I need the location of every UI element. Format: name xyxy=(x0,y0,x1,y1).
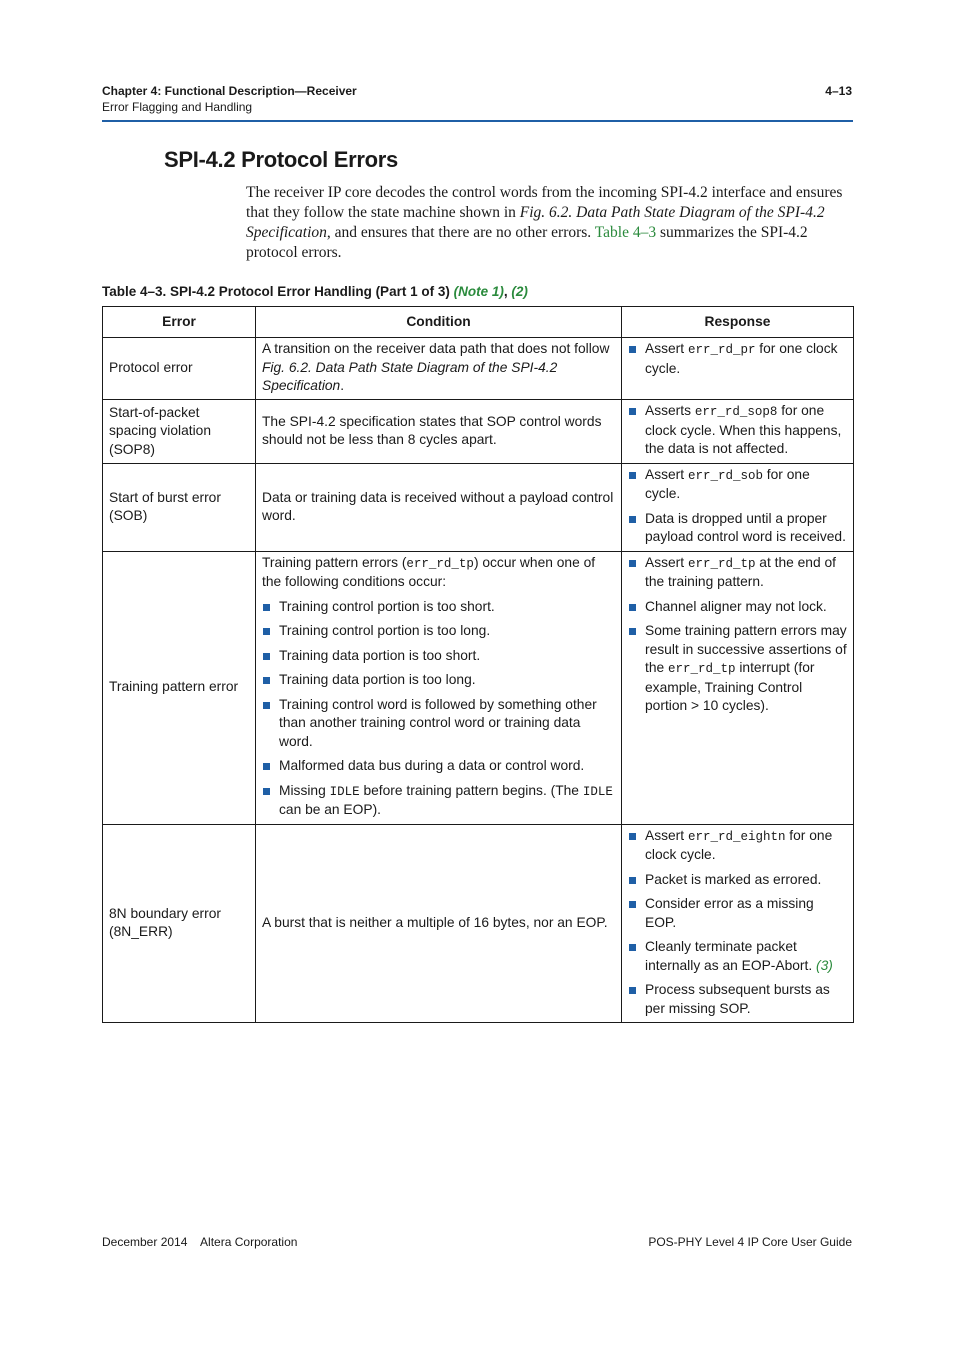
error-cell: 8N boundary error (8N_ERR) xyxy=(103,824,256,1023)
condition-cell: The SPI-4.2 specification states that SOP control words should not be less than 8 cycles apart. xyxy=(256,400,622,464)
response-list xyxy=(628,466,847,547)
response-text: at the end of the training pattern. xyxy=(645,554,836,589)
condition-cell xyxy=(256,338,622,400)
list-item xyxy=(628,622,847,716)
response-text: Data is dropped until a proper payload control word is received. xyxy=(645,510,846,544)
response-text: Packet is marked as errored. xyxy=(645,871,822,887)
condition-text-end: . xyxy=(340,378,345,393)
response-list xyxy=(628,402,847,459)
list-item xyxy=(628,340,847,378)
list-item xyxy=(628,895,847,932)
condition-text: can be an EOP). xyxy=(279,802,382,817)
response-text: Cleanly terminate packet internally as an EOP-Abort. xyxy=(645,939,817,973)
signal-name: IDLE xyxy=(329,784,360,799)
condition-text: ) occur when one of the following conditions occur: xyxy=(262,554,596,589)
response-text: interrupt (for example, Training Control portion > 10 cycles). xyxy=(645,660,815,713)
table-row xyxy=(103,338,854,400)
list-item: Training control word is followed by something other than another training control word or training data word. xyxy=(262,696,615,752)
protocol-error-table xyxy=(102,306,854,1023)
table-caption-separator: , xyxy=(503,284,512,299)
response-text: Assert xyxy=(645,466,688,482)
condition-intro xyxy=(262,554,615,592)
section-title: SPI-4.2 Protocol Errors xyxy=(164,147,398,172)
response-cell xyxy=(622,824,854,1023)
column-header-condition: Condition xyxy=(256,307,622,338)
signal-name: IDLE xyxy=(582,784,613,799)
list-item xyxy=(262,782,615,820)
header-rule xyxy=(102,120,853,122)
table-note-1-link[interactable]: (Note 1) xyxy=(453,284,504,299)
table-note-2-link[interactable]: (2) xyxy=(511,284,528,299)
table-header-row xyxy=(103,307,854,338)
response-text: Channel aligner may not lock. xyxy=(645,598,827,614)
response-text: for one clock cycle. When this happens, the data is not affected. xyxy=(645,403,842,456)
list-item: Training control portion is too short. xyxy=(262,598,615,617)
response-text: Asserts xyxy=(645,403,695,418)
response-list xyxy=(628,340,847,378)
condition-text: A transition on the receiver data path that does not follow xyxy=(262,341,610,356)
response-cell xyxy=(622,463,854,551)
response-list xyxy=(628,827,847,1019)
response-list xyxy=(628,554,847,716)
condition-text: Training pattern errors ( xyxy=(262,554,407,570)
running-header-chapter: Chapter 4: Functional Description—Receiver xyxy=(102,84,357,98)
list-item xyxy=(628,598,847,617)
list-item: Training control portion is too long. xyxy=(262,622,615,641)
intro-text-1: The receiver IP core decodes the control words from the incoming SPI-4.2 interface and ensures that they follow the state machine shown in xyxy=(246,184,843,221)
list-item: Training data portion is too short. xyxy=(262,647,615,666)
list-item xyxy=(628,981,847,1018)
list-item xyxy=(628,938,847,975)
error-cell: Start-of-packet spacing violation (SOP8) xyxy=(103,400,256,464)
condition-text: Missing xyxy=(279,782,330,798)
error-cell: Protocol error xyxy=(103,338,256,400)
signal-name: err_rd_tp xyxy=(687,556,756,571)
signal-name: err_rd_tp xyxy=(668,662,736,676)
table-cross-reference-link[interactable]: Table 4–3 xyxy=(594,224,657,241)
response-text: Assert xyxy=(645,827,688,843)
table-note-3-link[interactable]: (3) xyxy=(816,957,833,973)
footer-document-title: POS-PHY Level 4 IP Core User Guide xyxy=(648,1235,852,1249)
intro-text-3: summarizes the SPI-4.2 protocol errors. xyxy=(246,224,808,261)
list-item xyxy=(628,554,847,592)
response-cell xyxy=(622,338,854,400)
list-item xyxy=(628,402,847,459)
table-caption xyxy=(102,284,528,299)
signal-name: err_rd_eightn xyxy=(687,829,786,844)
list-item xyxy=(628,510,847,547)
list-item xyxy=(628,827,847,865)
list-item xyxy=(628,466,847,504)
list-item xyxy=(628,871,847,890)
signal-name: err_rd_sop8 xyxy=(694,405,778,419)
page-number: 4–13 xyxy=(825,84,852,98)
condition-cell xyxy=(256,551,622,824)
table-row xyxy=(103,551,854,824)
intro-paragraph xyxy=(246,183,854,263)
column-header-error: Error xyxy=(103,307,256,338)
table-row xyxy=(103,463,854,551)
condition-cell: A burst that is neither a multiple of 16 bytes, nor an EOP. xyxy=(256,824,622,1023)
intro-text-2: , and ensures that there are no other errors. xyxy=(326,224,595,241)
signal-name: err_rd_pr xyxy=(687,343,756,357)
response-cell xyxy=(622,400,854,464)
table-row xyxy=(103,824,854,1023)
response-text: Assert xyxy=(645,554,688,570)
condition-list xyxy=(262,598,615,820)
table-row xyxy=(103,400,854,464)
error-cell: Training pattern error xyxy=(103,551,256,824)
intro-spec-reference: Fig. 6.2. Data Path State Diagram of the SPI-4.2 Specification xyxy=(246,204,825,241)
response-text: Process subsequent bursts as per missing SOP. xyxy=(645,982,830,1016)
signal-name: err_rd_tp xyxy=(406,556,474,571)
column-header-response: Response xyxy=(622,307,854,338)
signal-name: err_rd_sob xyxy=(687,468,763,483)
error-cell: Start of burst error (SOB) xyxy=(103,463,256,551)
response-text: for one clock cycle. xyxy=(645,827,833,862)
table-caption-text: Table 4–3. SPI-4.2 Protocol Error Handling (Part 1 of 3) xyxy=(102,284,454,299)
condition-cell: Data or training data is received without a payload control word. xyxy=(256,463,622,551)
list-item: Malformed data bus during a data or control word. xyxy=(262,757,615,776)
response-text: Consider error as a missing EOP. xyxy=(645,896,814,930)
response-text: Some training pattern errors may result in successive assertions of the xyxy=(645,623,847,675)
response-text: for one clock cycle. xyxy=(645,341,838,376)
response-text: Assert xyxy=(645,341,688,356)
footer-date-publisher: December 2014 Altera Corporation xyxy=(102,1235,298,1249)
response-text: for one cycle. xyxy=(645,466,810,501)
condition-text: before training pattern begins. (The xyxy=(359,782,583,798)
condition-spec-reference: Fig. 6.2. Data Path State Diagram of the SPI-4.2 Specification xyxy=(262,359,558,393)
running-header-subsection: Error Flagging and Handling xyxy=(102,100,253,114)
response-cell xyxy=(622,551,854,824)
list-item: Training data portion is too long. xyxy=(262,671,615,690)
